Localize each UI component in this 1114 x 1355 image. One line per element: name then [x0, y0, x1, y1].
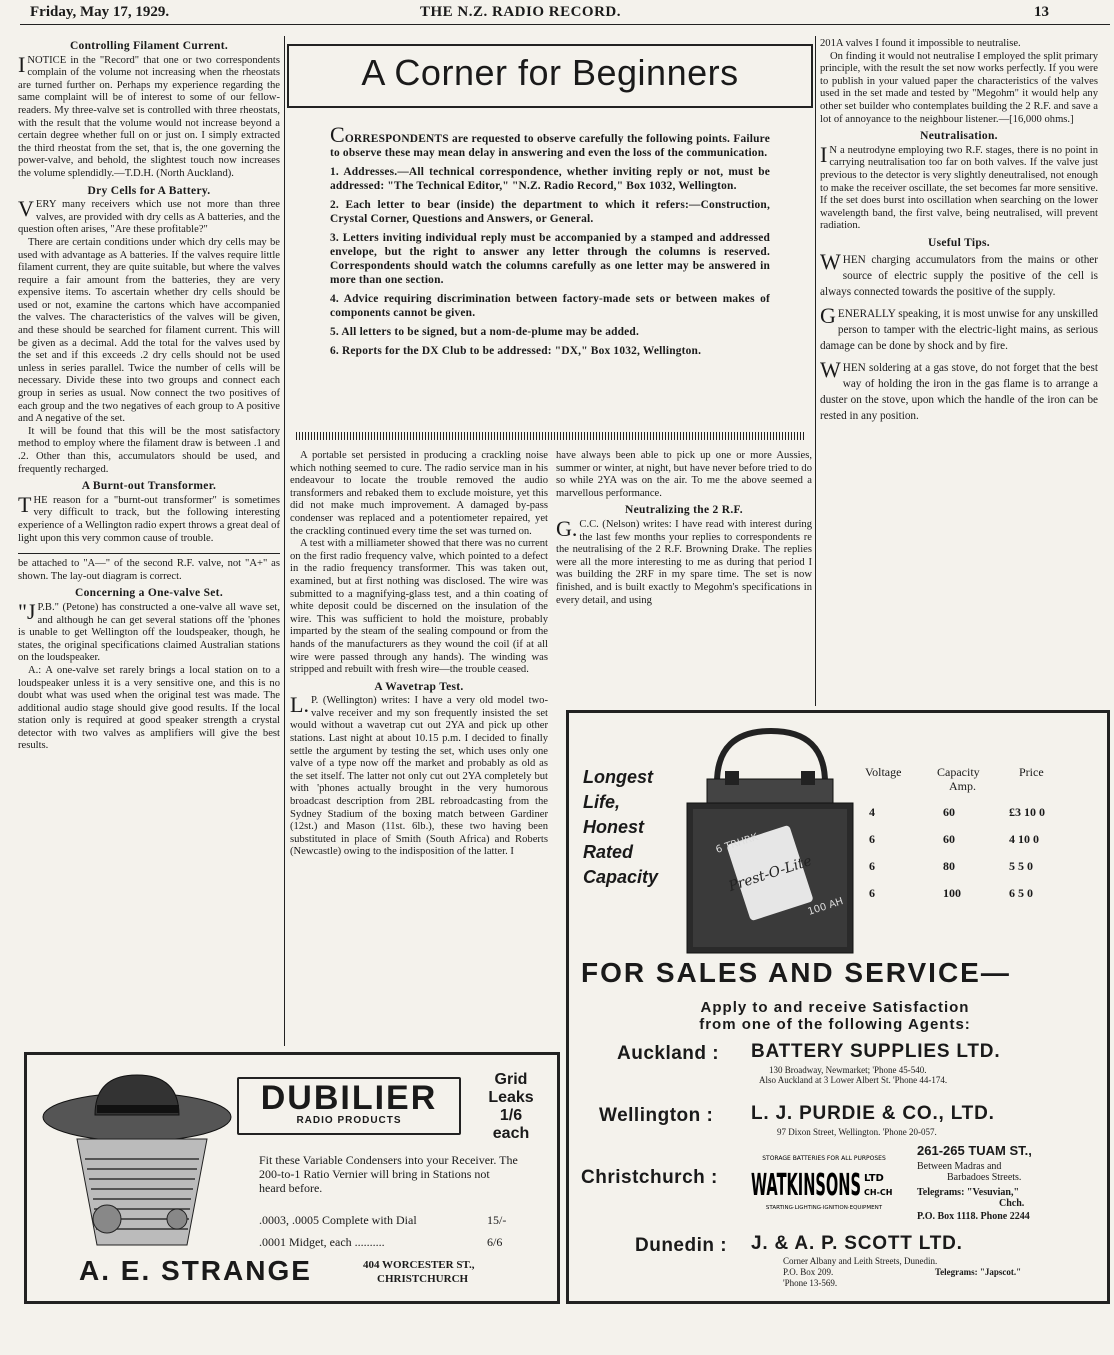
apply-line-2: from one of the following Agents: [699, 1016, 971, 1033]
article-dx-continued: have always been able to pick up one or more Aussies, summer or winter, at night, but have never before tried to do so while 2YA was on the air. To me the above seemed a marvellous performance. [556, 450, 812, 499]
heading-filament: Controlling Filament Current. [69, 40, 229, 52]
article-burnt-out: THE reason for a "burnt-out transformer" is sometimes very difficult to track, but the following interesting experience of a Wellington radio expert throws a great deal of light upon this very common cause of trouble. [18, 491, 280, 544]
article-filament: INOTICE in the "Record" that one or two correspondents complain of the volume not increasing when the rheostats are turned further on. Perhaps my experience regarding the same complaint will be of interest to some of our fellow-readers. My three-valve set is controlled with three rheostats, with the result that the volume would not increase beyond a certain degree whether full on or just on. I simply extracted the third rheostat from the set, that is, the one governing the power-valve, and behold, the slightest touch now increases the volume splendidly.—T.D.H. (North Auckland). [18, 51, 280, 179]
hat-condenser-illustration [37, 1069, 237, 1257]
agent-city-auckland: Auckland : [617, 1043, 720, 1064]
price-row-c: 60 [943, 832, 955, 846]
voltage-header: Voltage [865, 765, 902, 779]
heading-neutralisation: Neutralisation. [920, 130, 998, 143]
chch-address-1: 261-265 TUAM ST., [917, 1143, 1032, 1158]
price-row-p: 4 10 0 [1009, 832, 1039, 846]
dubilier-description: Fit these Variable Condensers into your Receiver. The 200-to-1 Ratio Vernier will bring in Stations not heard before. [259, 1153, 518, 1195]
svg-text:STORAGE BATTERIES FOR ALL PURP: STORAGE BATTERIES FOR ALL PURPOSES [762, 1155, 886, 1162]
chch-address-2: Between Madras and [917, 1161, 1002, 1172]
battery-slogan: Longest Life, Honest Rated Capacity [583, 767, 659, 887]
column-1 [18, 36, 280, 1046]
heading-neutralizing-2rf: Neutralizing the 2 R.F. [625, 504, 743, 517]
dubilier-logo [237, 1077, 461, 1135]
price-row-c: 80 [943, 859, 955, 873]
chch-address-4: Telegrams: "Vesuvian," [917, 1187, 1020, 1198]
article-portable-1: A portable set persisted in producing a crackling noise which nothing seemed to cure. The radio service man in his endeavour to locate the trouble removed the audio transformers and rebaked them to exclude moisture, yet this did not make much improvement. A damaged by-pass condenser was replaced and a potentiometer repaired, yet the crackling continued every time the set was turned on. [290, 450, 548, 537]
page-header [0, 4, 1114, 26]
agent-name-dunedin: J. & A. P. SCOTT LTD. [751, 1233, 963, 1254]
price-line-1-label: .0003, .0005 Complete with Dial [259, 1213, 417, 1227]
heading-burnt-out: A Burnt-out Transformer. [81, 480, 217, 493]
svg-text:LTD: LTD [864, 1173, 884, 1184]
capacity-unit: Amp. [949, 779, 976, 793]
dubilier-brand: DUBILIER [260, 1079, 438, 1117]
heading-one-valve: Concerning a One-valve Set. [74, 587, 223, 600]
price-row-p: £3 10 0 [1009, 805, 1045, 819]
chch-address-5: Chch. [999, 1198, 1025, 1209]
beginners-intro: CORRESPONDENTS are requested to observe carefully the following points. Failure to observe these may mean delay in answering and even the loss of the communication. [330, 122, 770, 159]
battery-advertisement [566, 710, 1110, 1304]
publication-title: THE N.Z. RADIO RECORD. [420, 4, 622, 20]
battery-right-label: 100 AH [806, 896, 845, 918]
price-row-v: 6 [869, 832, 875, 846]
dealer-address-1: 404 WORCESTER ST., [363, 1259, 475, 1271]
dunedin-address-4: 'Phone 13-569. [783, 1278, 838, 1288]
agent-city-dunedin: Dunedin : [635, 1235, 728, 1256]
dealer-address-2: CHRISTCHURCH [377, 1273, 469, 1285]
article-wavetrap: L. P. (Wellington) writes: I have a very old model two-valve receiver and my son frequently insisted the set would without a wavetrap cut out 2YA and pick up other stations. Last night at about 10.15 p.m. I decided to finally settle the argument by testing the set, which uses only one valve of a type now off the market and probably as old as the set itself. The latter not only cut out 2YA completely but with 'phones actually brought in the very humorous broadcast description from 2BL rebroadcasting from the Sydney Stadium of the boxing match between Gardiner (12st.) and Mason (11st. 6lb.), these two having been substituted in place of Smith (South Africa) and Roberts (Newcastle) owing to the indisposition of the latter. I [290, 692, 548, 858]
agent-address-wellington: 97 Dixon Street, Wellington. 'Phone 20-057. [777, 1127, 937, 1137]
chch-address-6: P.O. Box 1118. Phone 2244 [917, 1211, 1030, 1222]
price-row-v: 6 [869, 859, 875, 873]
price-row-p: 6 5 0 [1009, 886, 1033, 900]
column-divider [284, 36, 285, 1046]
dunedin-address-3: Telegrams: "Japscot." [935, 1267, 1022, 1277]
article-continued-201a: 201A valves I found it impossible to neutralise. [820, 38, 1021, 49]
svg-text:WATKINSONS: WATKINSONS [751, 1168, 861, 1203]
price-row-v: 4 [869, 805, 875, 819]
article-portable-2: A test with a milliameter showed that there was no current on the first radio frequency valve, which pointed to a defect in the radio frequency transformer. This was taken out, examined, but at first nothing was disclosed. The wire was submitted to a magnifying-glass test, and a thin coating of white deposit could be discerned on the insulation of the wire. This was sufficient to hold the moisture, probably imparted by the steam of the sealing compound or from the hands of the manufacturers as they wound the coil (if at all wire were passed through any hands). The winding was stripped and rebuilt with fresh wire—the trouble ceased. [290, 538, 548, 676]
beginners-rule-1: 1. Addresses.—All technical correspondence, whether inviting reply or not, must be addressed: "The Technical Editor," "N.Z. Radio Record," Box 1032, Wellington. [330, 166, 770, 192]
battery-left-label: 6 TRHRK [714, 831, 760, 856]
watkinsons-logo [747, 1151, 901, 1213]
capacity-header: Capacity [937, 765, 980, 779]
agent-address-auckland-1: 130 Broadway, Newmarket; 'Phone 45-540. [769, 1065, 927, 1075]
beginners-rule-6: 6. Reports for the DX Club to be addressed: "DX," Box 1032, Wellington. [330, 345, 702, 357]
agent-name-auckland: BATTERY SUPPLIES LTD. [751, 1041, 1001, 1062]
beginners-title: A Corner for Beginners [361, 52, 739, 93]
price-row-c: 100 [943, 886, 961, 900]
column-3 [556, 450, 812, 710]
tip-3: WHEN soldering at a gas stove, do not forget that the best way of holding the iron in the gas flame is to arrange a duster on the stove, upon which the handle of the iron can be rested in any position. [820, 356, 1098, 422]
price-line-1-value: 15/- [487, 1213, 507, 1227]
column-2 [290, 450, 548, 1045]
beginners-title-box [287, 44, 813, 108]
battery-illustration [677, 723, 863, 959]
tip-2: GENERALLY speaking, it is most unwise for any unskilled person to tamper with the electric-light mains, as serious damage can be done by shock and by fire. [820, 302, 1098, 352]
price-row-v: 6 [869, 886, 875, 900]
heading-wavetrap: A Wavetrap Test. [374, 680, 464, 693]
beginners-rule-3: 3. Letters inviting individual reply must be accompanied by a stamped and addressed envelope, but the right to answer any letter through the columns is reserved. Correspondents should watch the columns carefully as one letter may be answered in more than one section. [330, 232, 770, 286]
dubilier-advertisement [24, 1052, 560, 1304]
battery-brand-label: Prest-O-Lite [726, 852, 814, 895]
beginners-rule-5: 5. All letters to be signed, but a nom-de-plume may be added. [330, 326, 639, 338]
column-4 [820, 38, 1098, 708]
heading-useful-tips: Useful Tips. [928, 236, 990, 249]
dubilier-subtitle: RADIO PRODUCTS [296, 1115, 402, 1126]
tip-1: WHEN charging accumulators from the mains or other source of electric supply the positive of the cell is always connected towards the positive of the supply. [820, 248, 1098, 298]
dunedin-address-2: P.O. Box 209. [783, 1267, 834, 1277]
article-split-primary: On finding it would not neutralise I employed the split primary principle, with the result the set now works perfectly. If you were to publish in your valued paper the characteristics of the valves used in the set made and tested by "Megohm" it would help any other set builder who contemplates building the 2 R.F. and save a lot of annoyance to the neighbour listener.—[16,000 ohms.] [820, 50, 1098, 125]
article-one-valve-1: "J P.B." (Petone) has constructed a one-valve all wave set, and although he can get several stations off the 'phones is unable to get Wellington off the loudspeaker, though, he states, the original specifications claimed Australian stations on the loudspeaker. [18, 598, 280, 664]
issue-date: Friday, May 17, 1929. [30, 4, 170, 20]
ornamental-rule [296, 432, 806, 440]
beginners-rule-2: 2. Each letter to bear (inside) the department to which it refers:—Construction, Crystal Corner, Questions and Answers, or General. [330, 199, 770, 225]
agent-city-wellington: Wellington : [599, 1105, 714, 1126]
svg-text:STARTING·LIGHTING·IGNITION·EQU: STARTING·LIGHTING·IGNITION·EQUIPMENT [765, 1205, 883, 1211]
grid-leaks-offer: Grid Leaks 1/6 each [488, 1071, 534, 1142]
chch-address-3: Barbadoes Streets. [947, 1172, 1022, 1183]
dunedin-address-1: Corner Albany and Leith Streets, Dunedin. [783, 1256, 938, 1266]
article-dry-cells-3: It will be found that this will be the most satisfactory method to employ where the filament draw is between .1 and .2. Other than this, accumulators should be used, and frequently recharged. [18, 425, 280, 475]
article-dry-cells-1: VERY many receivers which use not more than three valves, are provided with dry cells as A batteries, and the question often arises, "Are these profitable?" [18, 196, 280, 236]
price-line-2-label: .0001 Midget, each .......... [259, 1235, 385, 1249]
price-header: Price [1019, 765, 1044, 779]
dealer-name: A. E. STRANGE [79, 1255, 312, 1286]
section-rule [18, 553, 280, 554]
beginners-rule-4: 4. Advice requiring discrimination between factory-made sets or between makes of components cannot be given. [330, 293, 770, 319]
article-neutralisation: I N a neutrodyne employing two R.F. stages, there is no point in carrying neutralisation too far on both valves. If the valve just previous to the detector is very slightly deneutralised, not enough to make the receiver oscillate, the set becomes far more sensitive. If the set does burst into oscillation when searching on the lower wavelength band, the first valve, being neutralised, will prevent radiation. [820, 141, 1098, 232]
column-divider-2 [815, 36, 816, 706]
beginners-rules [330, 122, 770, 363]
apply-line-1: Apply to and receive Satisfaction [700, 999, 970, 1016]
price-line-2-value: 6/6 [487, 1235, 503, 1249]
heading-dry-cells: Dry Cells for A Battery. [87, 184, 211, 197]
sales-headline: FOR SALES AND SERVICE— [581, 957, 1011, 988]
agent-address-auckland-2: Also Auckland at 3 Lower Albert St. 'Phone 44-174. [759, 1075, 948, 1085]
agent-city-christchurch: Christchurch : [581, 1167, 718, 1188]
page-number: 13 [1034, 4, 1049, 20]
article-one-valve-2: A.: A one-valve set rarely brings a local station on to a loudspeaker unless it is a very sensitive one, and this is no doubt what was used when the original test was made. The additional audio stage should give good results. If the local station only is required at good speaker strength a crystal detector with two valves as amplifiers will give the best results. [18, 664, 280, 752]
agent-name-wellington: L. J. PURDIE & CO., LTD. [751, 1103, 995, 1124]
price-row-p: 5 5 0 [1009, 859, 1033, 873]
article-dry-cells-2: There are certain conditions under which dry cells may be used with advantage as A batteries. If the valves require little filament current, they are quite suitable, but where the valves require a fair amount from the batteries, they are very expensive items. To ascertain whether dry cells should be used or not, examine the cartons which have accompanied the valves. The characteristics of the valves will be given, and these should be searched for filament current. This will be given as a decimal. Add the total for the valves used by the set and if this exceeds .2 dry cells should not be used unless in series parallel. Twice the number of cells will be necessary. Divide these into two groups and connect each group in series as usual. Now connect the two positives of each group and the two negatives of each group to A positive and A negative of the set. [18, 236, 280, 425]
price-row-c: 60 [943, 805, 955, 819]
continued-text: be attached to "A—" of the second R.F. valve, not "A+" as shown. The lay-out diagram is correct. [18, 558, 280, 582]
article-neutralizing-2rf: G. C.C. (Nelson) writes: I have read with interest during the last few months your replies to correspondents re the neutralising of the 2 R.F. Browning Drake. The replies were all the more interesting to me as during that period I was building the 2RF in my spare time. The set is now finished, and is built exactly to Megohm's specifications in every detail, and using [556, 515, 812, 606]
svg-text:CH-CH: CH-CH [864, 1188, 893, 1197]
header-rule [20, 24, 1110, 25]
